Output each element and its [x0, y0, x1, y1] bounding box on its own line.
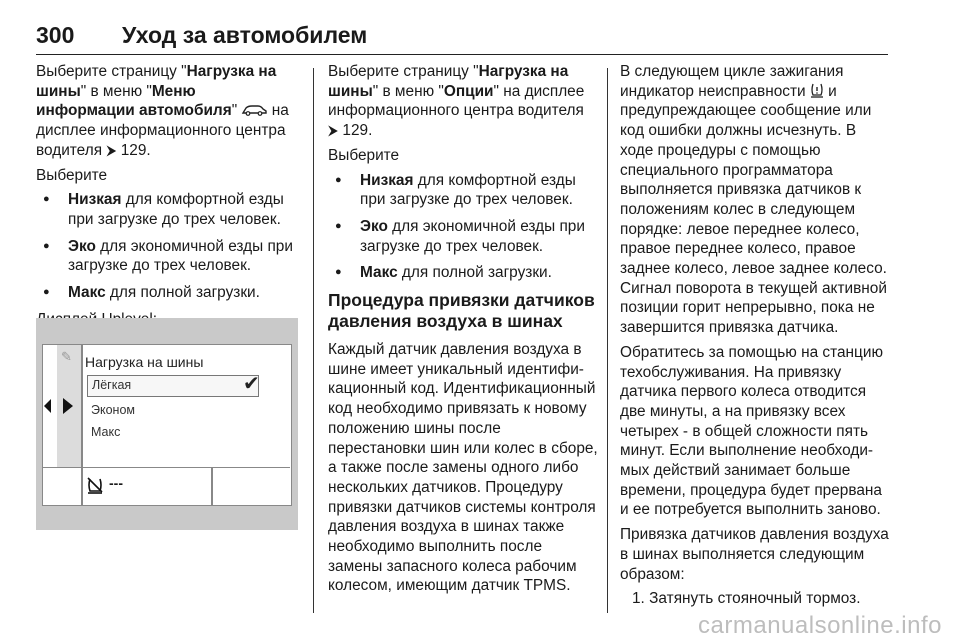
nav-arrows: [43, 345, 57, 467]
list-item: ● Низкая для комфортной езды при загрузке до трех человек.: [36, 190, 298, 229]
watermark: carmanualsonline.info: [698, 612, 942, 639]
column-divider: [313, 68, 314, 613]
running-title: Уход за автомобилем: [122, 22, 368, 48]
list-item: ● Эко для экономичной езды при загрузке до трех человек.: [328, 217, 598, 256]
display-status-bar: [43, 467, 290, 505]
display-screenshot: [36, 318, 298, 530]
page-header: [36, 20, 888, 55]
column-divider: [607, 68, 608, 613]
paragraph: Привязка датчиков давления воздуха в шинах выполняется следующим образом:: [620, 526, 889, 583]
list-item: 1. Затянуть стояночный тормоз.: [632, 590, 861, 608]
menu-strip: [57, 345, 81, 467]
left-right-arrows-icon: [43, 345, 57, 467]
paragraph: В следующем цикле зажигания индикатор неисправности и предупреждающее сообщение или код ошибки должны исчезнуть. В ходе процедуры с помощью специального программатора выполняется привязка датчиков к положениям колес в следующем порядке: левое переднее колесо, правое переднее колесо, правое заднее колесо, левое заднее колесо. Сигнал поворота в текущей активной позиции горит непрерывно, пока не завершится привязка датчика.: [620, 63, 887, 337]
paragraph: Каждый датчик давления воздуха в шине имеет уникальный идентификационный код. Идентификационный код необходимо привязать к новому положению шины после перестановки шин или колес в сборе, а также после замены одного либо нескольких датчиков. Процедуру привязки датчиков системы контроля давления воздуха в шинах также необходимо выполнить после замены запасного колеса рабочим колесом, имеющим датчик TPMS.: [328, 341, 598, 595]
paragraph: Выберите страницу "Нагрузка на шины" в меню "Опции" на дисплее информационного центра водителя ⮞ 129.: [328, 63, 585, 140]
display-screen: [42, 344, 292, 506]
display-item-light[interactable]: Лёгкая: [87, 375, 259, 397]
car-info-icon: [241, 104, 267, 116]
display-item-max[interactable]: Макс: [91, 425, 121, 439]
list-item: ● Макс для полной загрузки.: [328, 263, 598, 283]
svg-text:✎: ✎: [61, 349, 72, 364]
section-heading: Процедура привязки датчиков давления воздуха в шинах: [328, 290, 595, 332]
tire-pressure-warning-icon: [810, 83, 824, 98]
right-arrow-icon: [57, 345, 81, 467]
column-1: [36, 62, 298, 334]
display-status-text: ---: [109, 475, 123, 491]
option-list: [36, 190, 298, 303]
display-item-eco[interactable]: Эконом: [91, 403, 135, 417]
option-list: [328, 171, 598, 284]
check-icon: ✔: [243, 373, 260, 395]
list-item: ● Макс для полной загрузки.: [36, 283, 298, 303]
list-item: ● Эко для экономичной езды при загрузке до трех человек.: [36, 237, 298, 276]
column-2: [328, 62, 598, 601]
display-title: Нагрузка на шины: [85, 354, 204, 370]
page-number: 300: [36, 22, 75, 48]
page-ref-arrow-icon[interactable]: ⮞: [328, 122, 339, 139]
paragraph: Выберите: [36, 166, 108, 184]
paragraph: Выберите: [328, 146, 400, 164]
tire-pressure-icon: [87, 476, 103, 494]
page-ref-arrow-icon[interactable]: ⮞: [106, 141, 117, 158]
list-item: ● Низкая для комфортной езды при загрузке до трех человек.: [328, 171, 598, 210]
paragraph: Обратитесь за помощью на станцию техобслуживания. На привязку датчика первого колеса отводится две минуты, а на привязку всех четырех - в общей сложности пять минут. Если выполнение необходимых действий занимает больше времени, процедура будет прервана и ее потребуется выполнить заново.: [620, 343, 883, 519]
paragraph: Выберите страницу "Нагрузка на шины" в меню "Меню информации автомобиля" на дисплее информационного центра водителя ⮞ 129.: [36, 63, 289, 159]
step-list: [620, 589, 892, 609]
column-3: [620, 62, 892, 609]
